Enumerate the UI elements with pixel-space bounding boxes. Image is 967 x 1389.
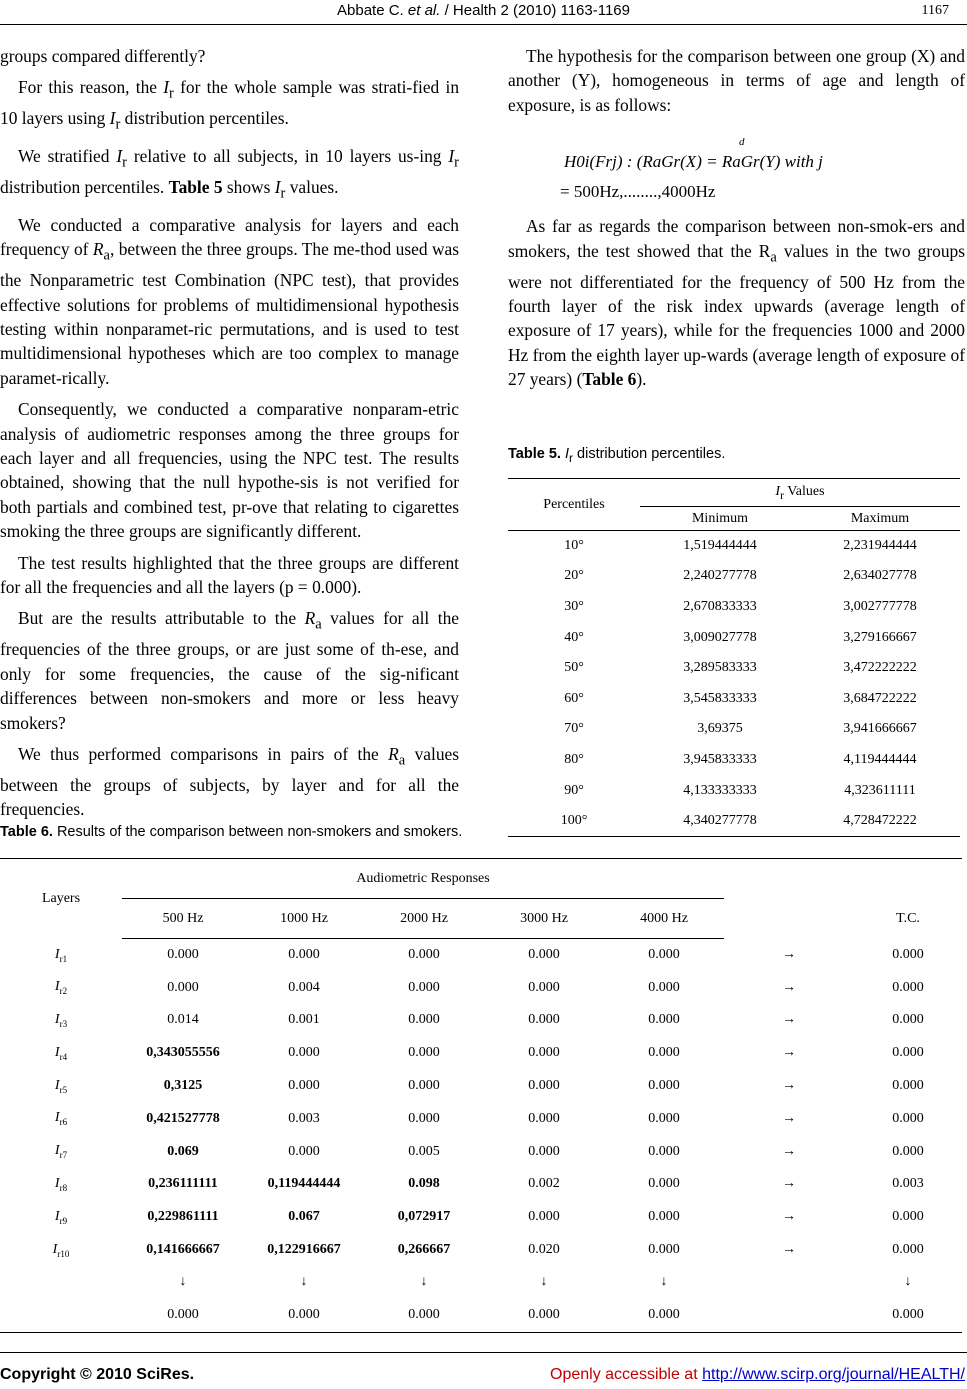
layer-cell: $I_{r5}$ [54, 1077, 68, 1095]
table-row [0, 1234, 962, 1267]
table5-header-max: Maximum [800, 507, 960, 531]
table-ref[interactable]: Table 6 [582, 369, 637, 390]
p-value-cell: 0.000 [408, 1012, 440, 1028]
max-cell: 3,279166667 [843, 629, 917, 645]
tc-cell: 0.000 [892, 1012, 924, 1028]
p-value-cell: 0.000 [528, 1012, 560, 1028]
table6-header-layers: Layers [0, 859, 122, 939]
min-cell: 2,240277778 [683, 568, 757, 584]
p-value-cell: 0,236111111 [148, 1176, 218, 1192]
percentile-cell: 60° [564, 690, 584, 706]
p-value-cell: 0.000 [288, 947, 320, 963]
table6-header-freq: 3000 Hz [484, 899, 604, 939]
p-value-cell: 0.098 [408, 1176, 440, 1192]
percentile-cell: 70° [564, 721, 584, 737]
right-column [508, 44, 965, 399]
arrow-down-icon: ↓ [904, 1274, 912, 1290]
table6-header-freq: 1000 Hz [244, 899, 364, 939]
p-value-cell: 0,266667 [397, 1242, 451, 1258]
p-value-cell: 0,343055556 [146, 1045, 220, 1061]
tc-cell: 0.000 [892, 1209, 924, 1225]
min-cell: 1,519444444 [683, 538, 757, 554]
footer-rule [0, 1352, 967, 1353]
p-value-cell: 0.000 [528, 947, 560, 963]
p-value-cell: 0,122916667 [267, 1242, 341, 1258]
layer-cell: $I_{r10}$ [52, 1241, 70, 1259]
left-column [0, 44, 459, 829]
p-value-cell: 0.000 [648, 1078, 680, 1094]
tc-cell: 0.000 [892, 1078, 924, 1094]
p-value-cell: 0.000 [288, 1143, 320, 1159]
min-cell: 3,009027778 [683, 629, 757, 645]
percentile-cell: 20° [564, 568, 584, 584]
arrow-row [0, 1266, 962, 1298]
page-number: 1167 [921, 3, 949, 18]
percentile-cell: 100° [508, 806, 640, 837]
p-value-cell: 0.000 [648, 1143, 680, 1159]
p-value-cell: 0.000 [288, 1045, 320, 1061]
p-value-cell: 0.000 [528, 979, 560, 995]
max-cell: 3,002777778 [843, 598, 917, 614]
max-cell: 2,231944444 [843, 538, 917, 554]
p-value-cell: 0.067 [288, 1209, 320, 1225]
p-value-cell: 0,141666667 [146, 1242, 220, 1258]
running-head: Abbate C. et al. / Health 2 (2010) 1163-1169 [337, 2, 630, 19]
p-value-cell: 0.000 [648, 1012, 680, 1028]
percentile-cell: 50° [564, 660, 584, 676]
layer-cell: $I_{r8}$ [54, 1176, 68, 1193]
min-cell: 3,545833333 [683, 690, 757, 706]
p-value-cell: 0.000 [528, 1209, 560, 1225]
p-value-cell: 0.001 [288, 1012, 320, 1028]
p-value-cell: 0.000 [167, 947, 199, 963]
p-value-cell: 0.005 [408, 1143, 440, 1159]
p-value-cell: 0.000 [648, 1045, 680, 1061]
min-cell: 4,133333333 [683, 782, 757, 798]
table-row [508, 622, 960, 653]
table5-header-percentiles: Percentiles [508, 479, 640, 531]
total-cell: 0.000 [604, 1298, 724, 1332]
tc-cell: 0.000 [892, 946, 924, 962]
paragraph: But are the results attributable to the $R_a$ values for all the frequencies of the three groups, or are just some of th-ese, and only for some frequencies, the cause of the sig-nificant differences between non-smokers and more or less heavy smokers? [0, 608, 460, 733]
p-value-cell: 0.004 [288, 979, 320, 995]
percentile-cell: 80° [564, 751, 584, 767]
table-row [508, 714, 960, 745]
arrow-right-icon: → [782, 1110, 796, 1126]
p-value-cell: 0.000 [408, 979, 440, 995]
arrow-down-icon: ↓ [540, 1274, 548, 1290]
arrow-right-icon: → [782, 1045, 796, 1061]
layer-cell: $I_{r9}$ [54, 1208, 68, 1226]
tc-cell: 0.000 [892, 979, 924, 995]
percentile-cell: 40° [564, 629, 584, 645]
totals-row [0, 1298, 962, 1332]
arrow-right-icon: → [782, 979, 796, 995]
p-value-cell: 0,3125 [163, 1078, 203, 1094]
p-value-cell: 0.000 [648, 1209, 680, 1225]
total-cell: 0.000 [122, 1298, 244, 1332]
total-cell: 0.000 [364, 1298, 484, 1332]
min-cell: 3,945833333 [683, 751, 757, 767]
total-cell: 0.000 [244, 1298, 364, 1332]
table-row [508, 745, 960, 776]
paragraph: The hypothesis for the comparison between one group (X) and another (Y), homogeneous in terms of age and length of exposure, is as follows: [508, 46, 965, 115]
p-value-cell: 0.020 [528, 1242, 560, 1258]
tc-cell: 0.000 [892, 1242, 924, 1258]
paragraph: We conducted a comparative analysis for layers and each frequency of $R_a$, between the three groups. The me-thod used was the Nonparametric test Combination (NPC test), that provides effective solutions for problems of multidimensional hypothesis testing within nonparamet-ric permutations, and is used to test multidimensional hypotheses which are too complex to manage paramet-rically. [0, 214, 460, 388]
journal-link[interactable]: http://www.scirp.org/journal/HEALTH/ [702, 1366, 965, 1383]
arrow-down-icon: ↓ [660, 1274, 668, 1290]
p-value-cell: 0.000 [408, 1078, 440, 1094]
layer-cell: $I_{r4}$ [54, 1044, 68, 1062]
p-value-cell: 0,229861111 [147, 1209, 219, 1225]
paragraph: We thus performed comparisons in pairs of the $R_a$ values between the groups of subjects, by layer and for all the frequencies. [0, 743, 460, 820]
table6 [0, 858, 962, 1333]
table-row [508, 531, 960, 562]
p-value-cell: 0,072917 [397, 1209, 451, 1225]
table-row [0, 1037, 962, 1070]
table5-header-min: Minimum [640, 507, 800, 531]
paragraph: The test results highlighted that the three groups are different for all the frequencies and all the layers (p = 0.000). [0, 552, 459, 598]
p-value-cell: 0.000 [648, 1242, 680, 1258]
table-row [508, 683, 960, 714]
running-header [0, 0, 967, 26]
header-rule [0, 24, 967, 25]
p-value-cell: 0.000 [648, 1176, 680, 1192]
arrow-right-icon: → [782, 1143, 796, 1159]
table6-header-freq: 2000 Hz [364, 899, 484, 939]
table-row [0, 1102, 962, 1135]
p-value-cell: 0,119444444 [267, 1176, 341, 1192]
table5-caption: Table 5. $I_r$ distribution percentiles. [508, 446, 726, 465]
total-tc-cell: 0.000 [854, 1298, 962, 1332]
paragraph: For this reason, the $I_r$ for the whole sample was strati-fied in 10 layers using $I_r$ distribution percentiles. [0, 77, 460, 133]
table5-header-group: $I_r$ Values [640, 479, 960, 507]
table6-header-freq: 4000 Hz [604, 899, 724, 939]
p-value-cell: 0,421527778 [146, 1110, 220, 1126]
p-value-cell: 0.000 [648, 979, 680, 995]
table-row [508, 806, 960, 837]
arrow-right-icon: → [782, 1176, 796, 1192]
table-row [0, 939, 962, 972]
paragraph: We stratified $I_r$ relative to all subjects, in 10 layers us-ing $I_r$ distribution percentiles. Table 5 shows $I_r$ values. [0, 146, 460, 202]
table6-caption: Table 6. Results of the comparison between non-smokers and smokers. [0, 824, 463, 840]
formula-superscript: d [739, 136, 745, 149]
table-row [0, 971, 962, 1004]
percentile-cell: 30° [564, 598, 584, 614]
p-value-cell: 0.000 [288, 1078, 320, 1094]
arrow-right-icon: → [782, 1242, 796, 1258]
min-cell: 3,69375 [697, 721, 743, 737]
p-value-cell: 0.014 [167, 1012, 199, 1028]
arrow-down-icon: ↓ [420, 1274, 428, 1290]
table-row [0, 1070, 962, 1103]
p-value-cell: 0.000 [408, 1110, 440, 1126]
table-row [0, 1135, 962, 1168]
min-cell: 4,340277778 [640, 806, 800, 837]
layer-cell: $I_{r6}$ [54, 1110, 68, 1128]
p-value-cell: 0.000 [528, 1045, 560, 1061]
table-ref[interactable]: Table 5 [168, 177, 223, 198]
table-row [0, 1004, 962, 1037]
paragraph: groups compared differently? [0, 46, 206, 66]
p-value-cell: 0.000 [528, 1110, 560, 1126]
p-value-cell: 0.069 [167, 1143, 199, 1159]
layer-cell: $I_{r1}$ [54, 946, 68, 964]
table6-header-tc: T.C. [854, 859, 962, 939]
tc-cell: 0.000 [892, 1110, 924, 1126]
total-cell: 0.000 [484, 1298, 604, 1332]
p-value-cell: 0.003 [288, 1110, 320, 1126]
formula-line-1: H0i(Frj) : (RaGr(X) = RaGr(Y) with j [564, 152, 823, 172]
min-cell: 2,670833333 [683, 598, 757, 614]
p-value-cell: 0.000 [167, 979, 199, 995]
table5 [508, 478, 960, 837]
formula-line-2: = 500Hz,........,4000Hz [560, 182, 716, 202]
max-cell: 3,472222222 [843, 660, 917, 676]
max-cell: 3,941666667 [843, 721, 917, 737]
tc-cell: 0.000 [892, 1045, 924, 1061]
p-value-cell: 0.002 [528, 1176, 560, 1192]
p-value-cell: 0.000 [648, 1110, 680, 1126]
table6-header-freq: 500 Hz [122, 899, 244, 939]
max-cell: 3,684722222 [843, 690, 917, 706]
table-row [0, 1201, 962, 1234]
max-cell: 4,119444444 [843, 751, 917, 767]
max-cell: 4,728472222 [800, 806, 960, 837]
p-value-cell: 0.000 [528, 1143, 560, 1159]
arrow-right-icon: → [782, 946, 796, 962]
hypothesis-formula [508, 124, 965, 208]
arrow-down-icon: ↓ [179, 1274, 187, 1290]
arrow-right-icon: → [782, 1078, 796, 1094]
footer-copyright: Copyright © 2010 SciRes. [0, 1366, 195, 1383]
p-value-cell: 0.000 [408, 1045, 440, 1061]
table-row [508, 561, 960, 592]
table-row [0, 1168, 962, 1201]
max-cell: 4,323611111 [844, 782, 916, 798]
layer-cell: $I_{r3}$ [54, 1012, 68, 1029]
percentile-cell: 90° [564, 782, 584, 798]
max-cell: 2,634027778 [843, 568, 917, 584]
arrow-right-icon: → [782, 1209, 796, 1225]
table-row [508, 653, 960, 684]
paragraph: Consequently, we conducted a comparative nonparam-etric analysis of audiometric responses among the three groups for each layer and all frequencies, using the NPC test. The results obtained, showing that the null hypothe-sis is not verified for both partials and combined test, pr-ove that relating to cigarettes smoking the three groups are significantly different. [0, 399, 459, 542]
layer-cell: $I_{r7}$ [54, 1143, 68, 1161]
arrow-right-icon: → [782, 1012, 796, 1028]
min-cell: 3,289583333 [683, 660, 757, 676]
table6-header-group: Audiometric Responses [122, 859, 724, 899]
table-row [508, 592, 960, 623]
footer-open-access: Openly accessible at http://www.scirp.org/journal/HEALTH/ [550, 1366, 965, 1383]
tc-cell: 0.000 [892, 1143, 924, 1159]
layer-cell: $I_{r2}$ [54, 979, 68, 997]
tc-cell: 0.003 [892, 1176, 924, 1192]
paragraph: As far as regards the comparison between non-smok-ers and smokers, the test showed that the $R_a$ values in the two groups were not differentiated for the frequency of 500 Hz from the fourth layer of the risk index upwards (average length of exposure of 17 years), while for the frequencies 1000 and 2000 Hz from the eighth layer up-wards (average length of exposure of 27 years) (Table 6). [508, 216, 965, 390]
p-value-cell: 0.000 [528, 1078, 560, 1094]
percentile-cell: 10° [564, 538, 584, 554]
p-value-cell: 0.000 [408, 947, 440, 963]
table-row [508, 775, 960, 806]
arrow-down-icon: ↓ [300, 1274, 308, 1290]
p-value-cell: 0.000 [648, 947, 680, 963]
